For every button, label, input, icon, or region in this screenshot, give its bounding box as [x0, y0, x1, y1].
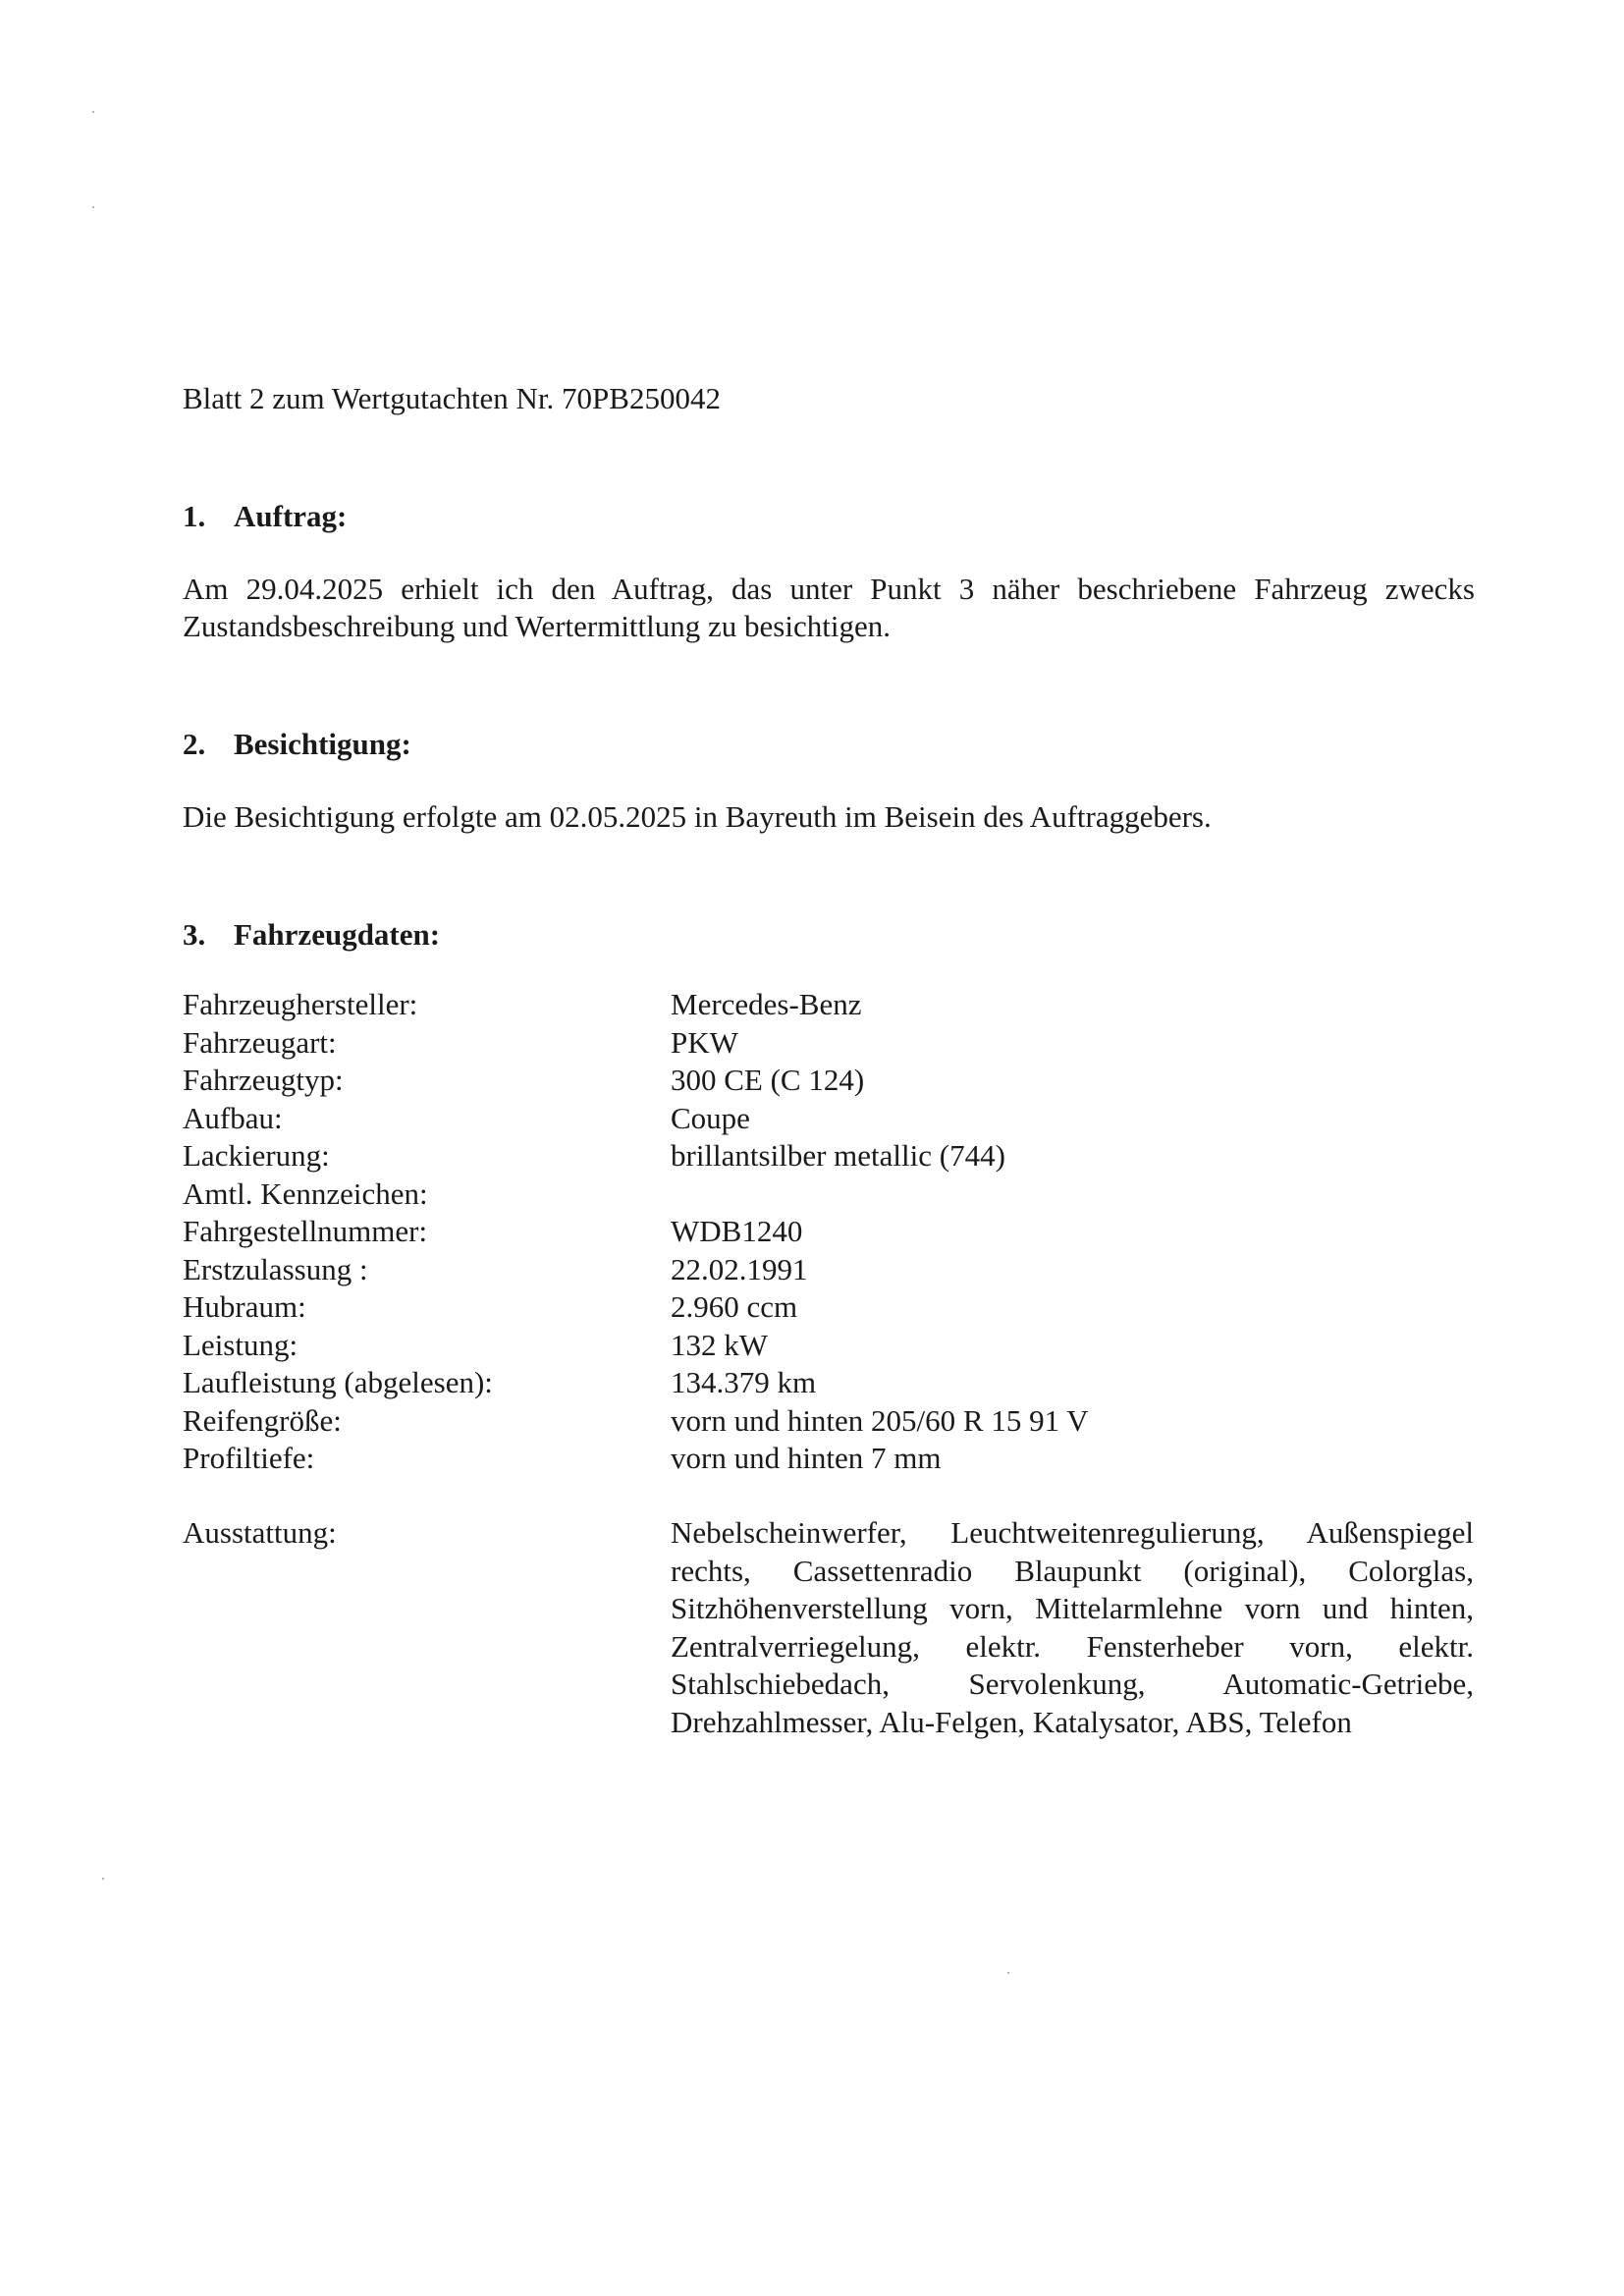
row-value: 22.02.1991: [671, 1251, 808, 1286]
data-row-fahrzeugart: [183, 1024, 1479, 1063]
row-value: Mercedes-Benz: [671, 987, 862, 1021]
row-label: Fahrzeugtyp:: [183, 1063, 344, 1097]
row-label: Fahrzeugart:: [183, 1024, 337, 1060]
data-row-erstzulassung: [183, 1251, 1479, 1289]
ausstattung-line: Drehzahlmesser, Alu-Felgen, Katalysator, ABS, Telefon: [671, 1704, 1352, 1739]
ausstattung-value: [671, 1514, 1474, 1741]
paragraph-line: Am 29.04.2025 erhielt ich den Auftrag, das unter Punkt 3 näher beschriebene Fahrzeug zwecks: [183, 572, 1475, 606]
section-number: 1.: [183, 499, 206, 533]
paragraph-line: Zustandsbeschreibung und Wertermittlung zu besichtigen.: [183, 609, 891, 643]
row-label: Fahrzeughersteller:: [183, 987, 418, 1021]
row-value: 300 CE (C 124): [671, 1063, 865, 1097]
row-value: 2.960 ccm: [671, 1289, 798, 1324]
data-row-profiltiefe: [183, 1440, 1479, 1478]
ausstattung-line: Nebelscheinwerfer, Leuchtweitenregulierung, Außenspiegel: [671, 1515, 1474, 1550]
section-heading-besichtigung: [183, 725, 411, 764]
row-value: 134.379 km: [671, 1365, 817, 1399]
ausstattung-line: rechts, Cassettenradio Blaupunkt (original), Colorglas,: [671, 1553, 1474, 1588]
row-value: vorn und hinten 205/60 R 15 91 V: [671, 1402, 1089, 1438]
data-row-fahrgestellnummer: [183, 1213, 1479, 1251]
auftrag-paragraph: [183, 571, 1475, 645]
ausstattung-label: Ausstattung:: [183, 1515, 337, 1550]
data-row-leistung: [183, 1327, 1479, 1365]
row-label: Erstzulassung :: [183, 1251, 368, 1286]
ausstattung-line: Stahlschiebedach, Servolenkung, Automatic-Getriebe,: [671, 1667, 1474, 1701]
data-row-hersteller: [183, 986, 1479, 1024]
section-number: 3.: [183, 917, 206, 952]
row-value: brillantsilber metallic (744): [671, 1138, 1005, 1173]
section-title: Fahrzeugdaten:: [234, 917, 441, 952]
paragraph-line: Die Besichtigung erfolgte am 02.05.2025 in Bayreuth im Beisein des Auftraggebers.: [183, 799, 1212, 834]
vehicle-data-table: [183, 986, 1479, 1478]
row-label: Lackierung:: [183, 1138, 330, 1173]
data-row-laufleistung: [183, 1364, 1479, 1402]
data-row-fahrzeugtyp: [183, 1062, 1479, 1100]
row-label: Hubraum:: [183, 1289, 306, 1324]
row-label: Profiltiefe:: [183, 1441, 315, 1475]
data-row-aufbau: [183, 1100, 1479, 1138]
section-title: Besichtigung:: [234, 727, 411, 761]
section-heading-auftrag: [183, 497, 347, 536]
page-header: Blatt 2 zum Wertgutachten Nr. 70PB250042: [183, 381, 721, 415]
scan-speck: [92, 111, 94, 113]
section-heading-fahrzeugdaten: [183, 915, 440, 955]
ausstattung-line: Sitzhöhenverstellung vorn, Mittelarmlehne vorn und hinten,: [671, 1591, 1474, 1625]
row-label: Amtl. Kennzeichen:: [183, 1175, 428, 1211]
section-number: 2.: [183, 727, 206, 761]
row-label: Leistung:: [183, 1327, 298, 1362]
scan-speck: [92, 206, 94, 208]
row-value: Coupe: [671, 1100, 750, 1135]
row-value: PKW: [671, 1024, 738, 1060]
row-label: Aufbau:: [183, 1100, 283, 1135]
row-value: vorn und hinten 7 mm: [671, 1441, 942, 1475]
data-row-kennzeichen: [183, 1175, 1479, 1214]
row-label: Fahrgestellnummer:: [183, 1214, 428, 1248]
row-value: WDB1240: [671, 1214, 803, 1248]
besichtigung-paragraph: [183, 798, 1475, 836]
scan-speck: [1007, 1972, 1009, 1974]
section-title: Auftrag:: [234, 499, 348, 533]
row-label: Reifengröße:: [183, 1402, 342, 1438]
ausstattung-line: Zentralverriegelung, elektr. Fensterheber vorn, elektr.: [671, 1628, 1474, 1664]
row-value: 132 kW: [671, 1327, 769, 1362]
data-row-hubraum: [183, 1288, 1479, 1327]
scan-speck: [102, 1878, 104, 1880]
row-label: Laufleistung (abgelesen):: [183, 1365, 493, 1399]
data-row-reifengroesse: [183, 1402, 1479, 1441]
data-row-lackierung: [183, 1137, 1479, 1175]
